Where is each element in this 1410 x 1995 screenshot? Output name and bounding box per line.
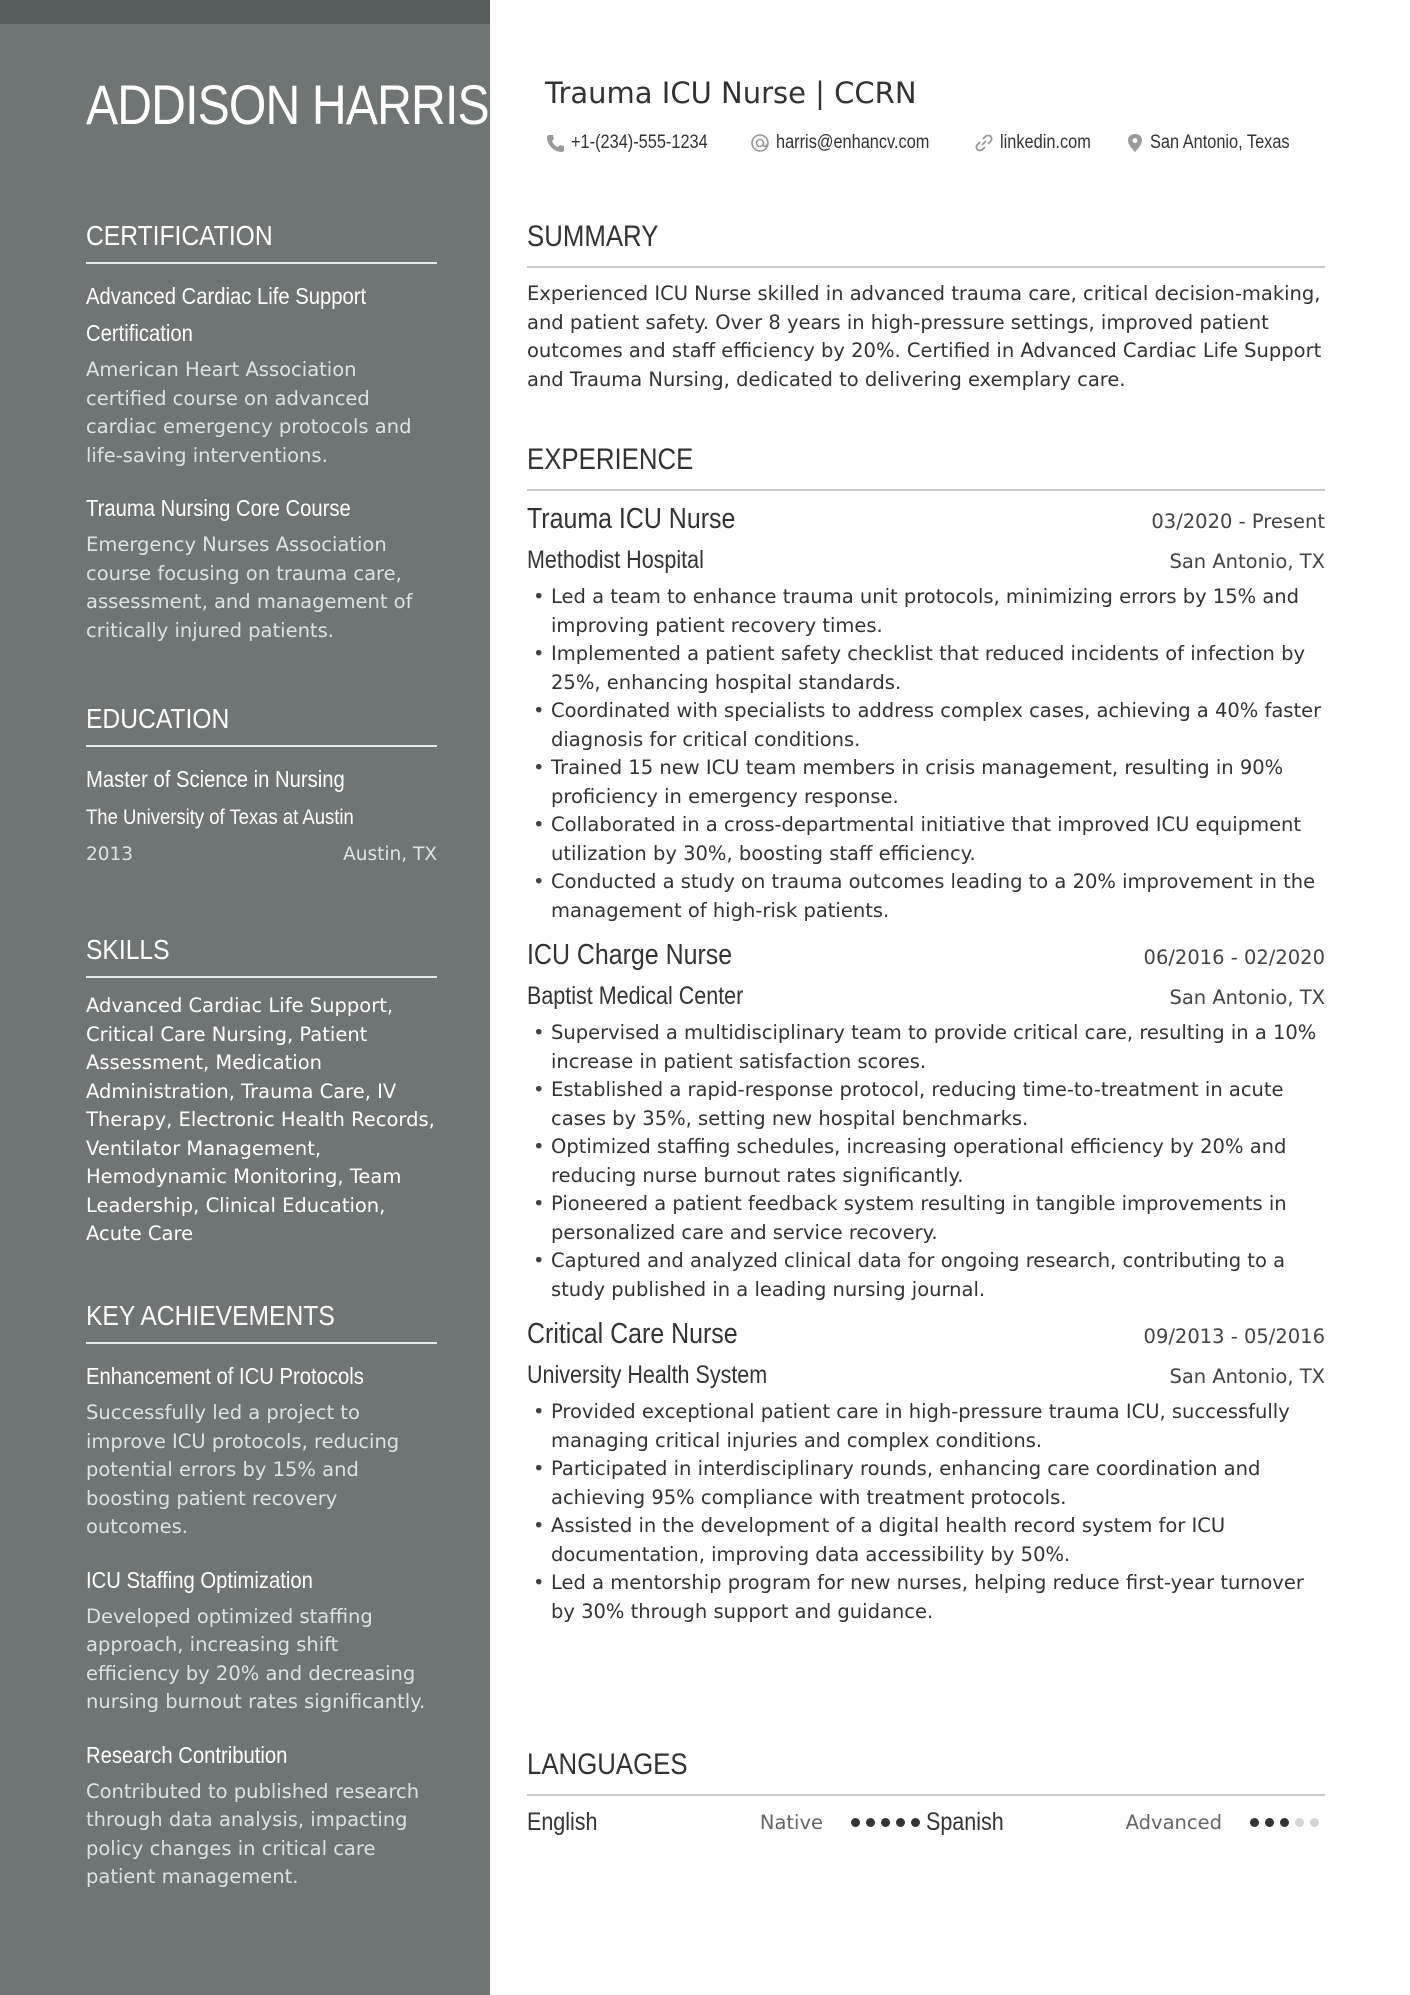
rating-dot [866, 1818, 875, 1827]
language-level: Native [759, 1811, 823, 1834]
certification-title: Trauma Nursing Core Course [86, 495, 351, 521]
achievement-item [86, 1562, 437, 1717]
job-bullet: • Participated in interdisciplinary rounds, enhancing care coordination and achieving 95% compliance with treatment protocols. [527, 1455, 1325, 1512]
language-item [926, 1808, 1325, 1837]
job-bullet: • Established a rapid-response protocol, reducing time-to-treatment in acute cases by 35%, setting new hospital benchmarks. [527, 1076, 1325, 1133]
job-bullet: • Optimized staffing schedules, increasing operational efficiency by 20% and reducing nurse burnout rates significantly. [527, 1133, 1325, 1190]
headline: Trauma ICU Nurse | CCRN [545, 76, 917, 110]
education-heading: EDUCATION [86, 703, 230, 734]
job-bullet: • Assisted in the development of a digital health record system for ICU documentation, improving data accessibility by 50%. [527, 1512, 1325, 1569]
job-dates: 03/2020 - Present [1151, 510, 1325, 533]
job-entry [527, 939, 1325, 1304]
achievement-title: Enhancement of ICU Protocols [86, 1363, 364, 1389]
languages-row [527, 1808, 1325, 1837]
email-text: harris@enhancv.com [775, 132, 930, 153]
achievement-desc: Contributed to published research through data analysis, impacting policy changes in critical care patient management. [86, 1779, 420, 1888]
contact-email[interactable] [750, 132, 954, 154]
job-entry [527, 1318, 1325, 1626]
achievements-section [86, 1300, 437, 1912]
job-company: Methodist Hospital [527, 546, 704, 574]
achievement-title: Research Contribution [86, 1741, 288, 1768]
phone-icon [545, 133, 565, 153]
education-meta [86, 844, 437, 865]
divider [527, 1794, 1325, 1796]
education-section [86, 703, 437, 865]
achievement-title: ICU Staffing Optimization [86, 1566, 313, 1593]
rating-dot [1295, 1818, 1304, 1827]
certification-section [86, 220, 437, 665]
experience-heading: EXPERIENCE [527, 443, 694, 476]
education-location: Austin, TX [343, 844, 437, 865]
divider [527, 266, 1325, 268]
achievement-item [86, 1737, 437, 1892]
phone-text: +1-(234)-555-1234 [571, 132, 708, 153]
language-item [527, 1808, 926, 1837]
rating-dot [1310, 1818, 1319, 1827]
job-role: Trauma ICU Nurse [527, 503, 736, 535]
location-pin-icon [1126, 133, 1144, 153]
rating-dot [1265, 1818, 1274, 1827]
education-degree: Master of Science in Nursing [86, 766, 345, 792]
contact-bar [545, 132, 1332, 154]
language-rating [1250, 1818, 1325, 1827]
candidate-name: ADDISON HARRIS [86, 73, 489, 136]
job-location: San Antonio, TX [1169, 1365, 1325, 1388]
job-bullet: • Conducted a study on trauma outcomes leading to a 20% improvement in the management of high-risk patients. [527, 868, 1325, 925]
job-entry [527, 503, 1325, 925]
job-location: San Antonio, TX [1169, 550, 1325, 573]
job-bullet: • Led a team to enhance trauma unit protocols, minimizing errors by 15% and improving patient recovery times. [527, 583, 1325, 640]
job-bullet: • Trained 15 new ICU team members in crisis management, resulting in 90% proficiency in emergency response. [527, 754, 1325, 811]
job-company: Baptist Medical Center [527, 982, 744, 1010]
education-school: The University of Texas at Austin [86, 806, 354, 829]
skills-heading: SKILLS [86, 934, 170, 965]
divider [86, 745, 437, 747]
education-year: 2013 [86, 844, 134, 865]
job-bullet: • Collaborated in a cross-departmental initiative that improved ICU equipment utilization by 30%, boosting staff efficiency. [527, 811, 1325, 868]
rating-dot [851, 1818, 860, 1827]
divider [86, 1342, 437, 1344]
job-bullets [527, 583, 1325, 925]
summary-text: Experienced ICU Nurse skilled in advanced trauma care, critical decision-making, and patient safety. Over 8 years in high-pressure settings, improved patient outcomes and staff efficiency by 20%. Certified in Advanced Cardiac Life Support and Trauma Nursing, dedicated to delivering exemplary care. [527, 282, 1322, 391]
divider [86, 262, 437, 264]
job-bullet: • Implemented a patient safety checklist that reduced incidents of infection by 25%, enhancing hospital standards. [527, 640, 1325, 697]
achievement-desc: Successfully led a project to improve ICU protocols, reducing potential errors by 15% and boosting patient recovery outcomes. [86, 1401, 400, 1538]
contact-phone[interactable] [545, 132, 730, 154]
link-icon [974, 133, 994, 153]
language-rating [851, 1818, 926, 1827]
language-level: Advanced [1125, 1811, 1222, 1834]
job-bullets [527, 1398, 1325, 1626]
rating-dot [911, 1818, 920, 1827]
location-text: San Antonio, Texas [1149, 132, 1290, 153]
summary-heading: SUMMARY [527, 220, 659, 253]
job-dates: 09/2013 - 05/2016 [1143, 1325, 1325, 1348]
certification-item [86, 490, 437, 645]
job-bullets [527, 1019, 1325, 1304]
job-bullet: • Provided exceptional patient care in high-pressure trauma ICU, successfully managing critical injuries and complex conditions. [527, 1398, 1325, 1455]
contact-location [1126, 132, 1312, 154]
rating-dot [896, 1818, 905, 1827]
job-dates: 06/2016 - 02/2020 [1143, 946, 1325, 969]
job-bullet: • Captured and analyzed clinical data for ongoing research, contributing to a study published in a leading nursing journal. [527, 1247, 1325, 1304]
skills-section [86, 934, 437, 1249]
summary-section [527, 220, 1325, 394]
divider [86, 976, 437, 978]
language-name: Spanish [926, 1808, 1004, 1836]
sidebar [0, 0, 490, 1995]
contact-linkedin[interactable] [974, 132, 1106, 154]
skills-list: Advanced Cardiac Life Support, Critical Care Nursing, Patient Assessment, Medication Administration, Trauma Care, IV Therapy, Electronic Health Records, Ventilator Management, Hemodynamic Monitoring, Team Leadership, Clinical Education, Acute Care [86, 994, 435, 1245]
at-sign-icon [750, 133, 770, 153]
experience-section [527, 443, 1325, 1640]
rating-dot [1280, 1818, 1289, 1827]
job-location: San Antonio, TX [1169, 986, 1325, 1009]
certification-desc: American Heart Association certified course on advanced cardiac emergency protocols and life-saving interventions. [86, 358, 412, 467]
achievement-desc: Developed optimized staffing approach, increasing shift efficiency by 20% and decreasing nursing burnout rates significantly. [86, 1604, 426, 1713]
job-role: ICU Charge Nurse [527, 939, 733, 971]
certification-heading: CERTIFICATION [86, 220, 273, 251]
job-bullet: • Supervised a multidisciplinary team to provide critical care, resulting in a 10% increase in patient satisfaction scores. [527, 1019, 1325, 1076]
certification-desc: Emergency Nurses Association course focusing on trauma care, assessment, and management of critically injured patients. [86, 533, 413, 642]
achievement-item [86, 1358, 437, 1542]
job-role: Critical Care Nurse [527, 1318, 738, 1350]
job-bullet: • Coordinated with specialists to address complex cases, achieving a 40% faster diagnosis for critical conditions. [527, 697, 1325, 754]
certification-title: Advanced Cardiac Life Support Certification [86, 283, 367, 346]
languages-section [527, 1748, 1325, 1837]
divider [527, 489, 1325, 491]
job-company: University Health System [527, 1361, 768, 1389]
languages-heading: LANGUAGES [527, 1748, 688, 1781]
job-bullet: • Led a mentorship program for new nurses, helping reduce first-year turnover by 30% through support and guidance. [527, 1569, 1325, 1626]
linkedin-text: linkedin.com [1000, 132, 1092, 153]
sidebar-top-bar [0, 0, 490, 24]
language-name: English [527, 1808, 598, 1836]
rating-dot [1250, 1818, 1259, 1827]
rating-dot [881, 1818, 890, 1827]
job-bullet: • Pioneered a patient feedback system resulting in tangible improvements in personalized care and service recovery. [527, 1190, 1325, 1247]
achievements-heading: KEY ACHIEVEMENTS [86, 1300, 335, 1331]
certification-item [86, 278, 437, 470]
